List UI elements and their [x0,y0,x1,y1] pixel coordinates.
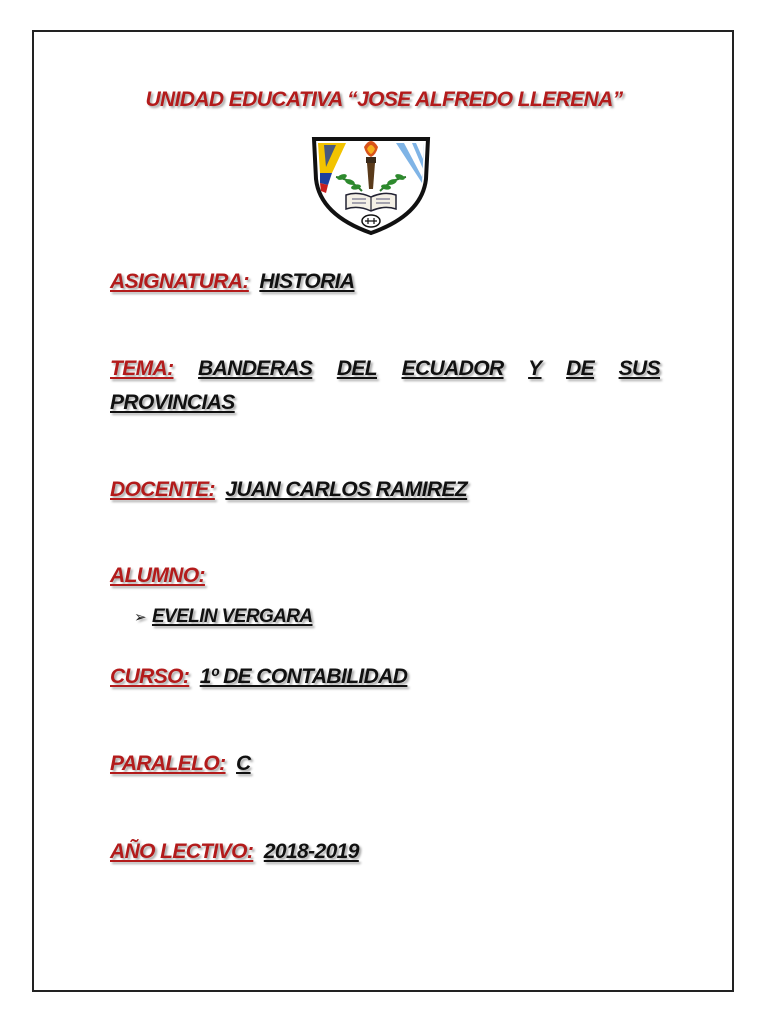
topic-word: BANDERAS [198,357,313,380]
topic-word: SUS [618,357,660,380]
year-label: AÑO LECTIVO: [110,840,254,863]
topic-word: DEL [336,357,378,380]
subject-label: ASIGNATURA: [110,270,249,293]
topic-word: PROVINCIAS [110,391,235,414]
topic-label: TEMA: [110,357,174,380]
subject-row [110,270,354,294]
course-row [110,665,407,689]
course-label: CURSO: [110,665,190,688]
topic-line-2 [110,391,235,415]
student-name: EVELIN VERGARA [151,606,313,627]
teacher-row [110,478,467,502]
year-row [110,840,359,864]
school-name: UNIDAD EDUCATIVA “JOSE ALFREDO LLERENA” [145,88,623,111]
topic-line-1 [110,357,660,381]
teacher-label: DOCENTE: [110,478,215,501]
topic-word: ECUADOR [401,357,504,380]
year-value: 2018-2019 [263,840,359,863]
topic-word: Y [528,357,542,380]
student-row [110,564,205,588]
student-label: ALUMNO: [110,564,205,587]
student-list-item [134,606,312,628]
arrow-bullet-icon: ➢ [134,609,146,626]
course-value: 1º DE CONTABILIDAD [199,665,408,688]
section-label: PARALELO: [110,752,226,775]
subject-value: HISTORIA [259,270,355,293]
topic-word: DE [566,357,595,380]
school-crest-icon [306,133,436,237]
teacher-value: JUAN CARLOS RAMIREZ [225,478,468,501]
section-row [110,752,251,776]
section-value: C [236,752,251,775]
